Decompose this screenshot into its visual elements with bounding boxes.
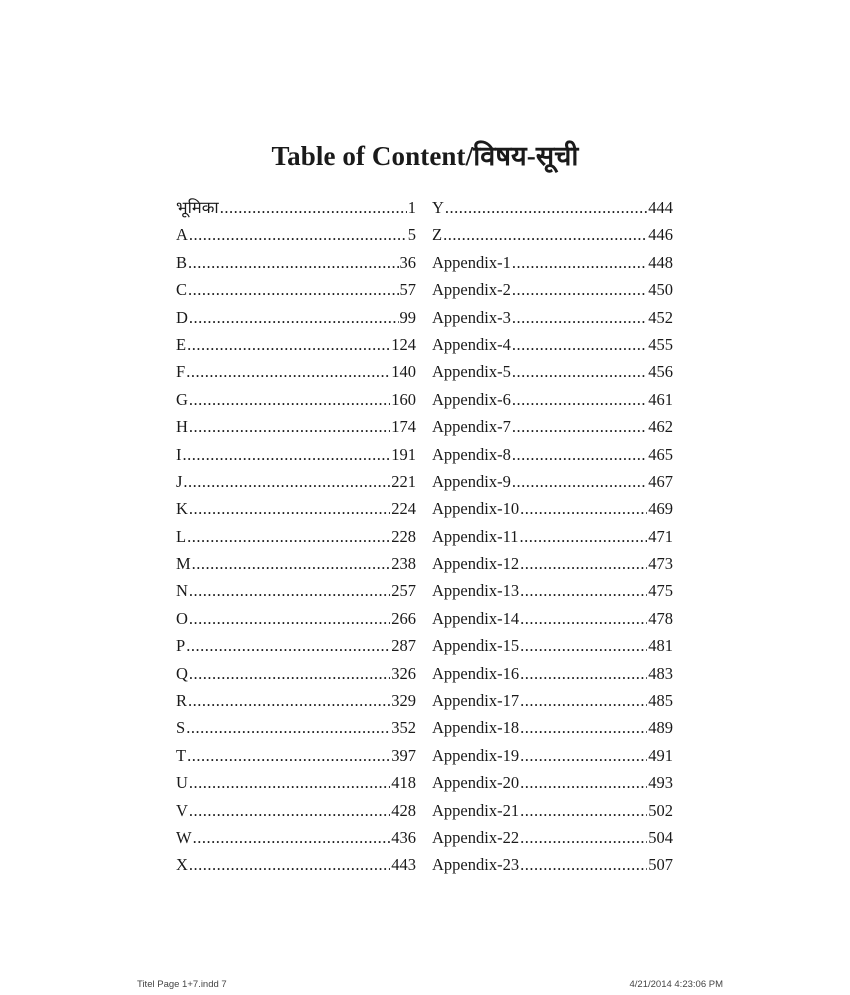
toc-entry-label: Appendix-2 [432, 280, 511, 300]
toc-entry-label: Y [432, 198, 444, 217]
toc-entry[interactable] [432, 495, 673, 522]
footer-timestamp: 4/21/2014 4:23:06 PM [629, 979, 723, 990]
toc-entry[interactable] [176, 386, 416, 413]
toc-entry-label: Appendix-22 [432, 827, 520, 847]
toc-entry-page-number: 450 [648, 280, 673, 300]
dot-leader [189, 495, 390, 522]
toc-entry[interactable] [432, 550, 673, 577]
toc-entry-page-number: 443 [391, 855, 416, 875]
toc-entry-page-number: 329 [391, 691, 416, 711]
toc-entry-label: Appendix-20 [432, 773, 520, 793]
toc-entry-page-number: 266 [391, 608, 416, 628]
toc-entry-page-number: 475 [648, 581, 673, 601]
footer-file-info: Titel Page 1+7.indd 7 [137, 979, 227, 990]
toc-entry[interactable] [432, 687, 673, 714]
toc-entry-label: Appendix-7 [432, 417, 511, 437]
dot-leader [512, 304, 647, 331]
toc-entry-label: P [176, 636, 186, 656]
toc-entry-page-number: 462 [648, 417, 673, 437]
dot-leader [520, 742, 647, 769]
toc-entry-page-number: 465 [648, 444, 673, 464]
toc-entry[interactable] [432, 660, 673, 687]
dot-leader [189, 605, 390, 632]
toc-entry[interactable] [176, 194, 416, 221]
toc-entry[interactable] [176, 304, 416, 331]
toc-entry-label: E [176, 334, 187, 354]
dot-leader [186, 358, 390, 385]
toc-entry[interactable] [432, 632, 673, 659]
toc-entry-label: B [176, 252, 188, 272]
toc-entry[interactable] [176, 797, 416, 824]
dot-leader [187, 742, 390, 769]
toc-entry-label: Appendix-16 [432, 663, 520, 683]
toc-entry-label: Appendix-17 [432, 691, 520, 711]
toc-entry[interactable] [176, 413, 416, 440]
toc-entry-label: F [176, 362, 186, 382]
toc-entry-label: J [176, 471, 183, 491]
toc-entry[interactable] [432, 194, 673, 221]
toc-entry-page-number: 448 [648, 252, 673, 272]
dot-leader [220, 194, 407, 221]
dot-leader [445, 194, 647, 221]
toc-entry[interactable] [176, 468, 416, 495]
dot-leader [188, 687, 390, 714]
toc-entry-page-number: 504 [648, 827, 673, 847]
toc-entry-label: Appendix-13 [432, 581, 520, 601]
dot-leader [512, 441, 647, 468]
dot-leader [520, 550, 647, 577]
toc-entry-page-number: 99 [399, 307, 416, 327]
toc-entry-page-number: 502 [648, 800, 673, 820]
dot-leader [189, 386, 390, 413]
toc-entry-label: Appendix-1 [432, 252, 511, 272]
toc-entry-page-number: 352 [391, 718, 416, 738]
dot-leader [520, 605, 647, 632]
toc-entry-label: R [176, 691, 188, 711]
toc-entry-label: D [176, 307, 188, 327]
dot-leader [183, 468, 390, 495]
dot-leader [512, 468, 647, 495]
toc-entry-label: G [176, 389, 188, 409]
toc-entry-page-number: 469 [648, 499, 673, 519]
dot-leader [520, 632, 647, 659]
toc-entry-page-number: 36 [399, 252, 416, 272]
dot-leader [520, 824, 647, 851]
dot-leader [189, 797, 390, 824]
dot-leader [512, 358, 647, 385]
toc-entry[interactable] [176, 632, 416, 659]
toc-entry[interactable] [176, 221, 416, 248]
toc-entry[interactable] [432, 742, 673, 769]
toc-entry-page-number: 493 [648, 773, 673, 793]
toc-entry-label: Appendix-23 [432, 855, 520, 875]
dot-leader [188, 249, 398, 276]
toc-entry[interactable] [432, 824, 673, 851]
toc-entry-page-number: 507 [648, 855, 673, 875]
dot-leader [520, 769, 647, 796]
toc-entry-page-number: 446 [648, 225, 673, 245]
toc-entry-page-number: 456 [648, 362, 673, 382]
toc-entry-label: A [176, 225, 188, 245]
dot-leader [520, 851, 647, 878]
toc-right-column [432, 194, 673, 879]
toc-entry-label: M [176, 554, 191, 574]
toc-entry[interactable] [432, 413, 673, 440]
dot-leader [520, 687, 647, 714]
toc-entry[interactable] [176, 577, 416, 604]
toc-entry[interactable] [176, 249, 416, 276]
toc-entry-label: S [176, 718, 186, 738]
dot-leader [512, 386, 647, 413]
toc-entry-label: Appendix-8 [432, 444, 511, 464]
toc-entry-page-number: 481 [648, 636, 673, 656]
toc-entry-page-number: 174 [391, 417, 416, 437]
dot-leader [520, 797, 647, 824]
toc-entry[interactable] [176, 523, 416, 550]
toc-entry-label: K [176, 499, 188, 519]
dot-leader [512, 276, 647, 303]
toc-entry-label: I [176, 444, 182, 464]
toc-entry[interactable] [432, 797, 673, 824]
dot-leader [189, 413, 390, 440]
dot-leader [188, 276, 398, 303]
toc-entry[interactable] [432, 249, 673, 276]
dot-leader [443, 221, 647, 248]
toc-entry-label: W [176, 827, 192, 847]
toc-entry-label: भूमिका [176, 198, 219, 217]
dot-leader [189, 851, 390, 878]
dot-leader [186, 632, 390, 659]
toc-entry-label: Appendix-10 [432, 499, 520, 519]
page-title: Table of Content/विषय-सूची [271, 141, 579, 171]
toc-entry-page-number: 491 [648, 745, 673, 765]
toc-entry-page-number: 478 [648, 608, 673, 628]
toc-entry-label: Appendix-9 [432, 471, 511, 491]
toc-entry[interactable] [432, 468, 673, 495]
toc-entry-label: Z [432, 225, 443, 245]
toc-entry-label: X [176, 855, 188, 875]
toc-entry-page-number: 287 [391, 636, 416, 656]
toc-entry-page-number: 228 [391, 526, 416, 546]
toc-entry-page-number: 473 [648, 554, 673, 574]
toc-entry[interactable] [176, 742, 416, 769]
toc-entry-page-number: 444 [648, 198, 673, 217]
toc-entry-label: H [176, 417, 188, 437]
toc-entry[interactable] [176, 824, 416, 851]
toc-entry[interactable] [432, 304, 673, 331]
toc-entry-label: Appendix-19 [432, 745, 520, 765]
toc-entry-label: Appendix-4 [432, 334, 511, 354]
toc-entry-label: C [176, 280, 188, 300]
dot-leader [520, 714, 647, 741]
toc-entry-label: V [176, 800, 188, 820]
toc-entry-label: T [176, 745, 187, 765]
toc-entry-page-number: 221 [391, 471, 416, 491]
toc-entry-page-number: 5 [407, 225, 416, 245]
toc-entry-label: Appendix-21 [432, 800, 520, 820]
toc-entry-label: O [176, 608, 188, 628]
toc-entry-label: U [176, 773, 188, 793]
toc-entry-page-number: 455 [648, 334, 673, 354]
dot-leader [512, 249, 647, 276]
toc-entry[interactable] [432, 851, 673, 878]
toc-entry[interactable] [176, 495, 416, 522]
dot-leader [187, 331, 390, 358]
toc-entry[interactable] [432, 386, 673, 413]
toc-entry-label: L [176, 526, 187, 546]
dot-leader [512, 413, 647, 440]
dot-leader [189, 660, 390, 687]
toc-entry-label: Appendix-6 [432, 389, 511, 409]
toc-entry[interactable] [432, 441, 673, 468]
toc-entry-page-number: 326 [391, 663, 416, 683]
dot-leader [187, 523, 390, 550]
toc-entry-page-number: 483 [648, 663, 673, 683]
toc-entry-page-number: 461 [648, 389, 673, 409]
toc-entry[interactable] [176, 687, 416, 714]
toc-entry[interactable] [432, 577, 673, 604]
dot-leader [189, 769, 390, 796]
dot-leader [189, 304, 399, 331]
toc-entry-page-number: 452 [648, 307, 673, 327]
toc-entry-page-number: 238 [391, 554, 416, 574]
toc-entry[interactable] [432, 221, 673, 248]
toc-entry-label: Appendix-15 [432, 636, 520, 656]
toc-entry-page-number: 160 [391, 389, 416, 409]
toc-entry-label: Appendix-11 [432, 526, 519, 546]
toc-entry-label: Appendix-3 [432, 307, 511, 327]
dot-leader [189, 577, 390, 604]
toc-entry-label: Q [176, 663, 188, 683]
toc-left-column [176, 194, 416, 879]
dot-leader [520, 577, 647, 604]
dot-leader [183, 441, 391, 468]
toc-entry-page-number: 428 [391, 800, 416, 820]
toc-entry-page-number: 397 [391, 745, 416, 765]
dot-leader [519, 523, 647, 550]
toc-entry-page-number: 489 [648, 718, 673, 738]
toc-entry[interactable] [432, 358, 673, 385]
toc-entry-label: Appendix-18 [432, 718, 520, 738]
toc-entry-page-number: 467 [648, 471, 673, 491]
dot-leader [186, 714, 390, 741]
toc-entry-page-number: 57 [399, 280, 416, 300]
toc-entry[interactable] [176, 769, 416, 796]
toc-entry-page-number: 471 [648, 526, 673, 546]
dot-leader [192, 550, 391, 577]
toc-entry-page-number: 418 [391, 773, 416, 793]
toc-entry[interactable] [176, 605, 416, 632]
toc-entry[interactable] [432, 769, 673, 796]
toc-entry-label: N [176, 581, 188, 601]
dot-leader [520, 660, 647, 687]
toc-entry[interactable] [176, 714, 416, 741]
toc-entry-page-number: 224 [391, 499, 416, 519]
toc-entry-label: Appendix-5 [432, 362, 511, 382]
dot-leader [193, 824, 391, 851]
toc-entry-page-number: 436 [391, 827, 416, 847]
toc-entry[interactable] [176, 358, 416, 385]
toc-entry-label: Appendix-12 [432, 554, 520, 574]
toc-entry[interactable] [176, 331, 416, 358]
toc-entry-label: Appendix-14 [432, 608, 520, 628]
toc-entry-page-number: 1 [407, 198, 416, 217]
toc-entry[interactable] [432, 523, 673, 550]
toc-entry-page-number: 257 [391, 581, 416, 601]
toc-entry[interactable] [432, 605, 673, 632]
toc-entry[interactable] [176, 851, 416, 878]
toc-entry[interactable] [432, 714, 673, 741]
toc-entry[interactable] [176, 660, 416, 687]
toc-entry[interactable] [432, 331, 673, 358]
toc-entry-page-number: 485 [648, 691, 673, 711]
toc-entry[interactable] [176, 550, 416, 577]
dot-leader [520, 495, 647, 522]
dot-leader [189, 221, 407, 248]
toc-entry-page-number: 124 [391, 334, 416, 354]
toc-entry[interactable] [432, 276, 673, 303]
toc-entry-page-number: 140 [391, 362, 416, 382]
dot-leader [512, 331, 647, 358]
toc-entry[interactable] [176, 276, 416, 303]
toc-entry[interactable] [176, 441, 416, 468]
toc-entry-page-number: 191 [391, 444, 416, 464]
